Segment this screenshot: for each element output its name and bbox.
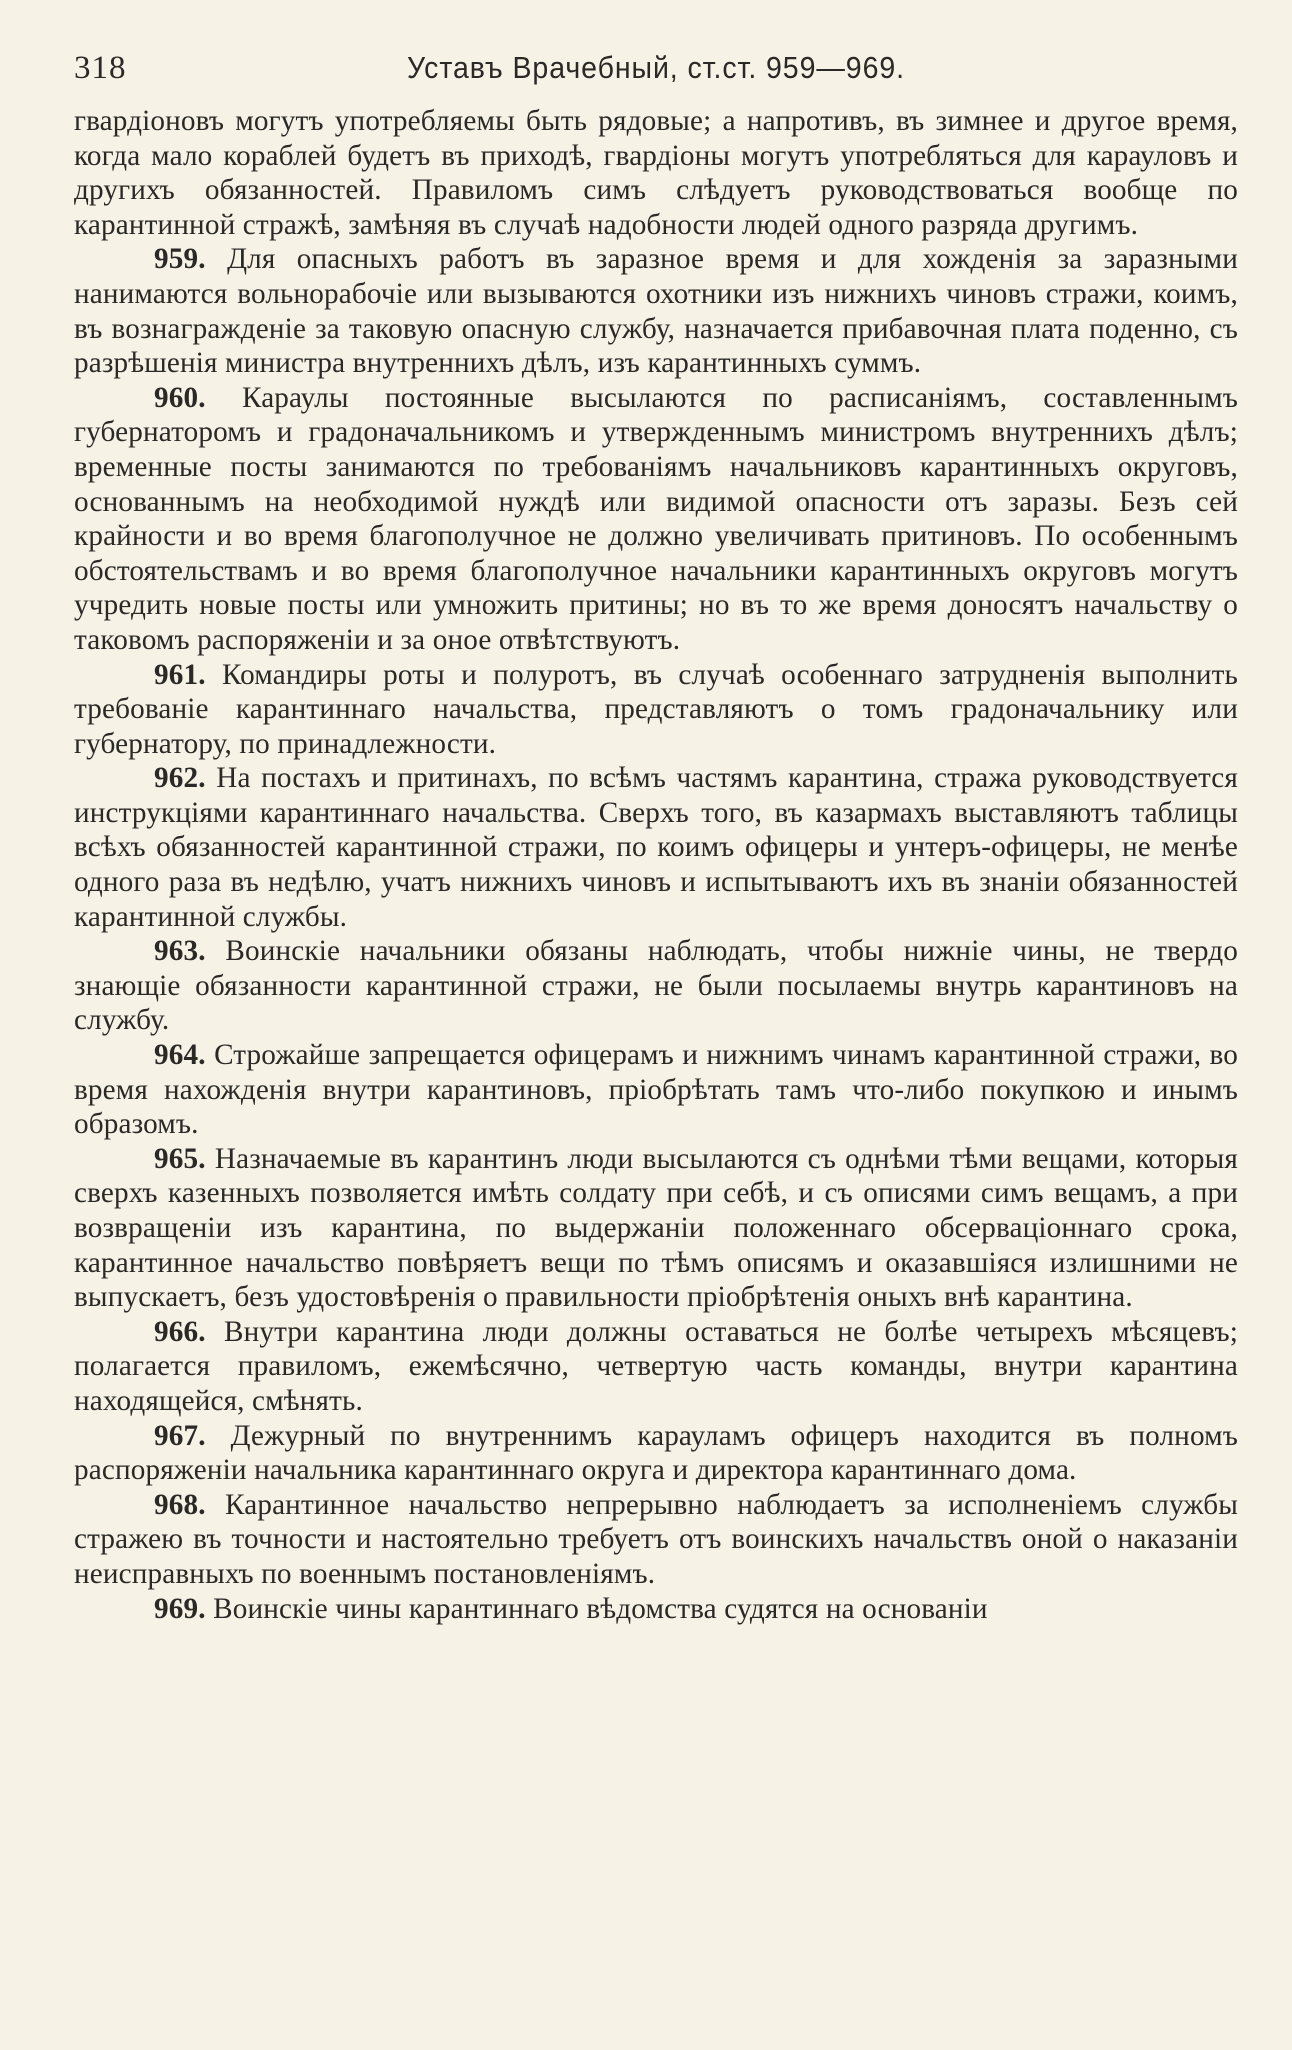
article-966 [74,1315,1238,1419]
article-text: Карантинное начальство непрерывно наблюдаетъ за исполненіемъ службы стражею въ точности и настоятельно требуетъ отъ воинскихъ начальствъ оной о наказаніи неисправныхъ по военнымъ постановленіямъ. [74,1488,1239,1590]
article-text: Внутри карантина люди должны оставаться не болѣе четырехъ мѣсяцевъ; полагается правиломъ, ежемѣсячно, четвертую часть команды, внутри карантина находящейся, смѣнять. [74,1315,1238,1417]
article-number: 966. [154,1315,206,1348]
running-title: Уставъ Врачебный, ст.ст. 959—969. [407,50,905,85]
article-969 [74,1592,1238,1627]
article-text: На постахъ и притинахъ, по всѣмъ частямъ карантина, стража руководствуется инструкціями карантиннаго начальства. Сверхъ того, въ казармахъ выставляютъ таблицы всѣхъ обязанностей карантинной стражи, по коимъ офицеры и унтеръ-офицеры, не менѣе одного раза въ недѣлю, учатъ нижнихъ чиновъ и испытываютъ ихъ въ знаніи обязанностей карантинной службы. [74,762,1238,933]
article-967 [74,1419,1238,1488]
article-text: Для опасныхъ работъ въ заразное время и для хожденія за заразными нанимаются вольнорабочіе или вызываются охотники изъ нижнихъ чиновъ стражи, коимъ, въ вознагражденіе за таковую опасную службу, назначается прибавочная плата поденно, съ разрѣшенія министра внутреннихъ дѣлъ, изъ карантинныхъ суммъ. [74,243,1239,380]
body-text [74,104,1238,1626]
article-961 [74,658,1238,762]
article-number: 965. [154,1142,206,1175]
article-text: Воинскіе начальники обязаны наблюдать, чтобы нижніе чины, не твердо знающіе обязанности карантинной стражи, не были посылаемы внутрь карантиновъ на службу. [74,935,1238,1037]
article-text: Командиры роты и полуротъ, въ случаѣ особеннаго затрудненія выполнить требованіе карантиннаго начальства, представляютъ о томъ градоначальнику или губернатору, по принадлежности. [74,658,1238,760]
article-number: 963. [154,935,206,968]
article-text: Назначаемые въ карантинъ люди высылаются съ однѣми тѣми вещами, которыя сверхъ казенныхъ позволяется имѣть солдату при себѣ, и съ описями симъ вещамъ, а при возвращеніи изъ карантина, по выдержаніи положеннаго обсерваціоннаго срока, карантинное начальство повѣряетъ вещи по тѣмъ описямъ и оказавшіяся излишними не выпускаетъ, безъ удостовѣренія о правильности пріобрѣтенія оныхъ внѣ карантина. [74,1142,1238,1314]
paragraph-text: гвардіоновъ могутъ употребляемы быть рядовые; а напротивъ, въ зимнее и другое время, когда мало кораблей будетъ въ приходѣ, гвардіоны могутъ употребляться для карауловъ и другихъ обязанностей. Правиломъ симъ слѣдуетъ руководствоваться вообще по карантинной стражѣ, замѣняя въ случаѣ надобности людей одного разряда другимъ. [74,105,1238,241]
page-number: 318 [74,50,127,86]
article-number: 959. [154,243,206,276]
article-text: Караулы постоянные высылаются по расписаніямъ, составленнымъ губернаторомъ и градоначальникомъ и утвержденнымъ министромъ внутреннихъ дѣлъ; временные посты занимаются по требованіямъ начальниковъ карантинныхъ округовъ, основаннымъ на необходимой нуждѣ или видимой опасности отъ заразы. Безъ сей крайности и во время благополучное не должно увеличивать притиновъ. По особеннымъ обстоятельствамъ и во время благополучное начальники карантинныхъ округовъ могутъ учредить новые посты или умножить притины; но въ то же время доносятъ начальству о таковомъ распоряженіи и за оное отвѣтствуютъ. [74,381,1238,656]
article-number: 961. [154,658,206,691]
article-960 [74,381,1238,658]
article-968 [74,1488,1238,1592]
article-number: 960. [154,381,206,414]
article-number: 968. [154,1488,206,1521]
article-number: 962. [154,762,206,795]
article-number: 964. [154,1039,206,1072]
article-number: 967. [154,1419,206,1452]
article-964 [74,1038,1238,1142]
paragraph-continued [74,104,1238,242]
article-963 [74,934,1238,1038]
article-text: Воинскіе чины карантиннаго вѣдомства судятся на основаніи [213,1592,988,1625]
page-header [74,44,1238,92]
article-962 [74,761,1238,934]
article-text: Строжайше запрещается офицерамъ и нижнимъ чинамъ карантинной стражи, во время нахожденія внутри карантиновъ, пріобрѣтать тамъ что-либо покупкою и инымъ образомъ. [74,1039,1239,1141]
article-965 [74,1142,1238,1315]
article-959 [74,242,1238,380]
article-text: Дежурный по внутреннимъ карауламъ офицеръ находится въ полномъ распоряженіи начальника карантиннаго округа и директора карантиннаго дома. [74,1419,1239,1487]
article-number: 969. [154,1592,206,1625]
